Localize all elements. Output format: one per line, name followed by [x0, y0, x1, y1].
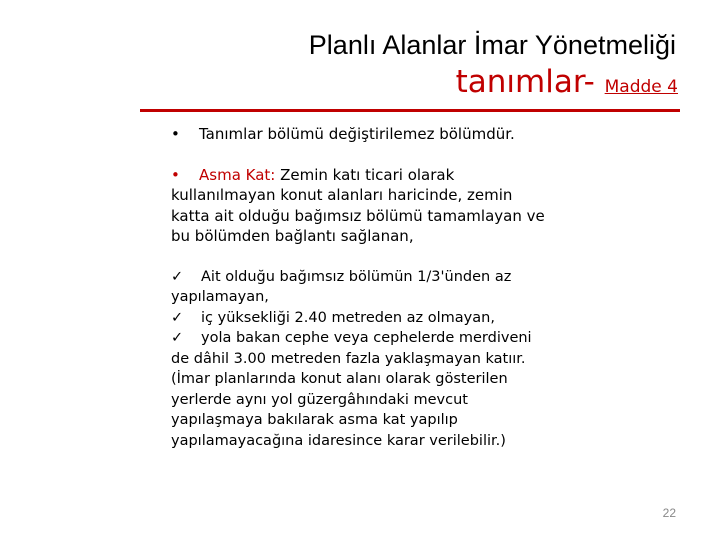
term-definition-rest: kullanılmayan konut alanları haricinde, zemin katta ait olduğu bağımsız bölümü tamamlayan ve bu bölümden bağlantı sağlanan, [171, 186, 545, 245]
condition-item [171, 308, 551, 329]
bullet-symbol: • [171, 125, 180, 143]
check-icon: ✓ [171, 268, 184, 285]
check-icon: ✓ [171, 309, 184, 326]
slide-subtitle [456, 64, 678, 100]
conditions-note: (İmar planlarında konut alanı olarak gösterilen yerlerde aynı yol güzergâhındaki mevcut yapılaşmaya bakılarak asma kat yapılıp yapılamayacağına idaresince karar verilebilir.) [171, 371, 508, 449]
bullet-second-lead [171, 166, 280, 184]
condition-text: yola bakan cephe veya cephelerde merdiveni de dâhil 3.00 metreden fazla yaklaşmayan katıır. [171, 330, 532, 367]
conditions-list [171, 267, 551, 452]
term-label: Asma Kat: [199, 165, 281, 184]
bullet-second [171, 165, 551, 247]
bullet-first-text: Tanımlar bölümü değiştirilemez bölümdür. [199, 125, 515, 143]
subtitle-madde: Madde 4 [604, 77, 678, 97]
condition-item [171, 267, 551, 308]
slide-title: Planlı Alanlar İmar Yönetmeliği [308, 30, 676, 60]
bullet-symbol: • [171, 165, 180, 184]
bullet-first [171, 124, 551, 145]
page-number: 22 [662, 506, 676, 520]
slide-content [171, 124, 551, 451]
condition-text: Ait olduğu bağımsız bölümün 1/3'ünden az yapılamayan, [171, 268, 512, 305]
condition-item [171, 328, 551, 369]
check-icon: ✓ [171, 330, 184, 346]
term-definition-start: Zemin katı ticari olarak [280, 165, 455, 184]
subtitle-main: tanımlar- [455, 64, 605, 100]
condition-text: iç yüksekliği 2.40 metreden az olmayan, [201, 309, 495, 326]
title-divider [140, 109, 680, 112]
